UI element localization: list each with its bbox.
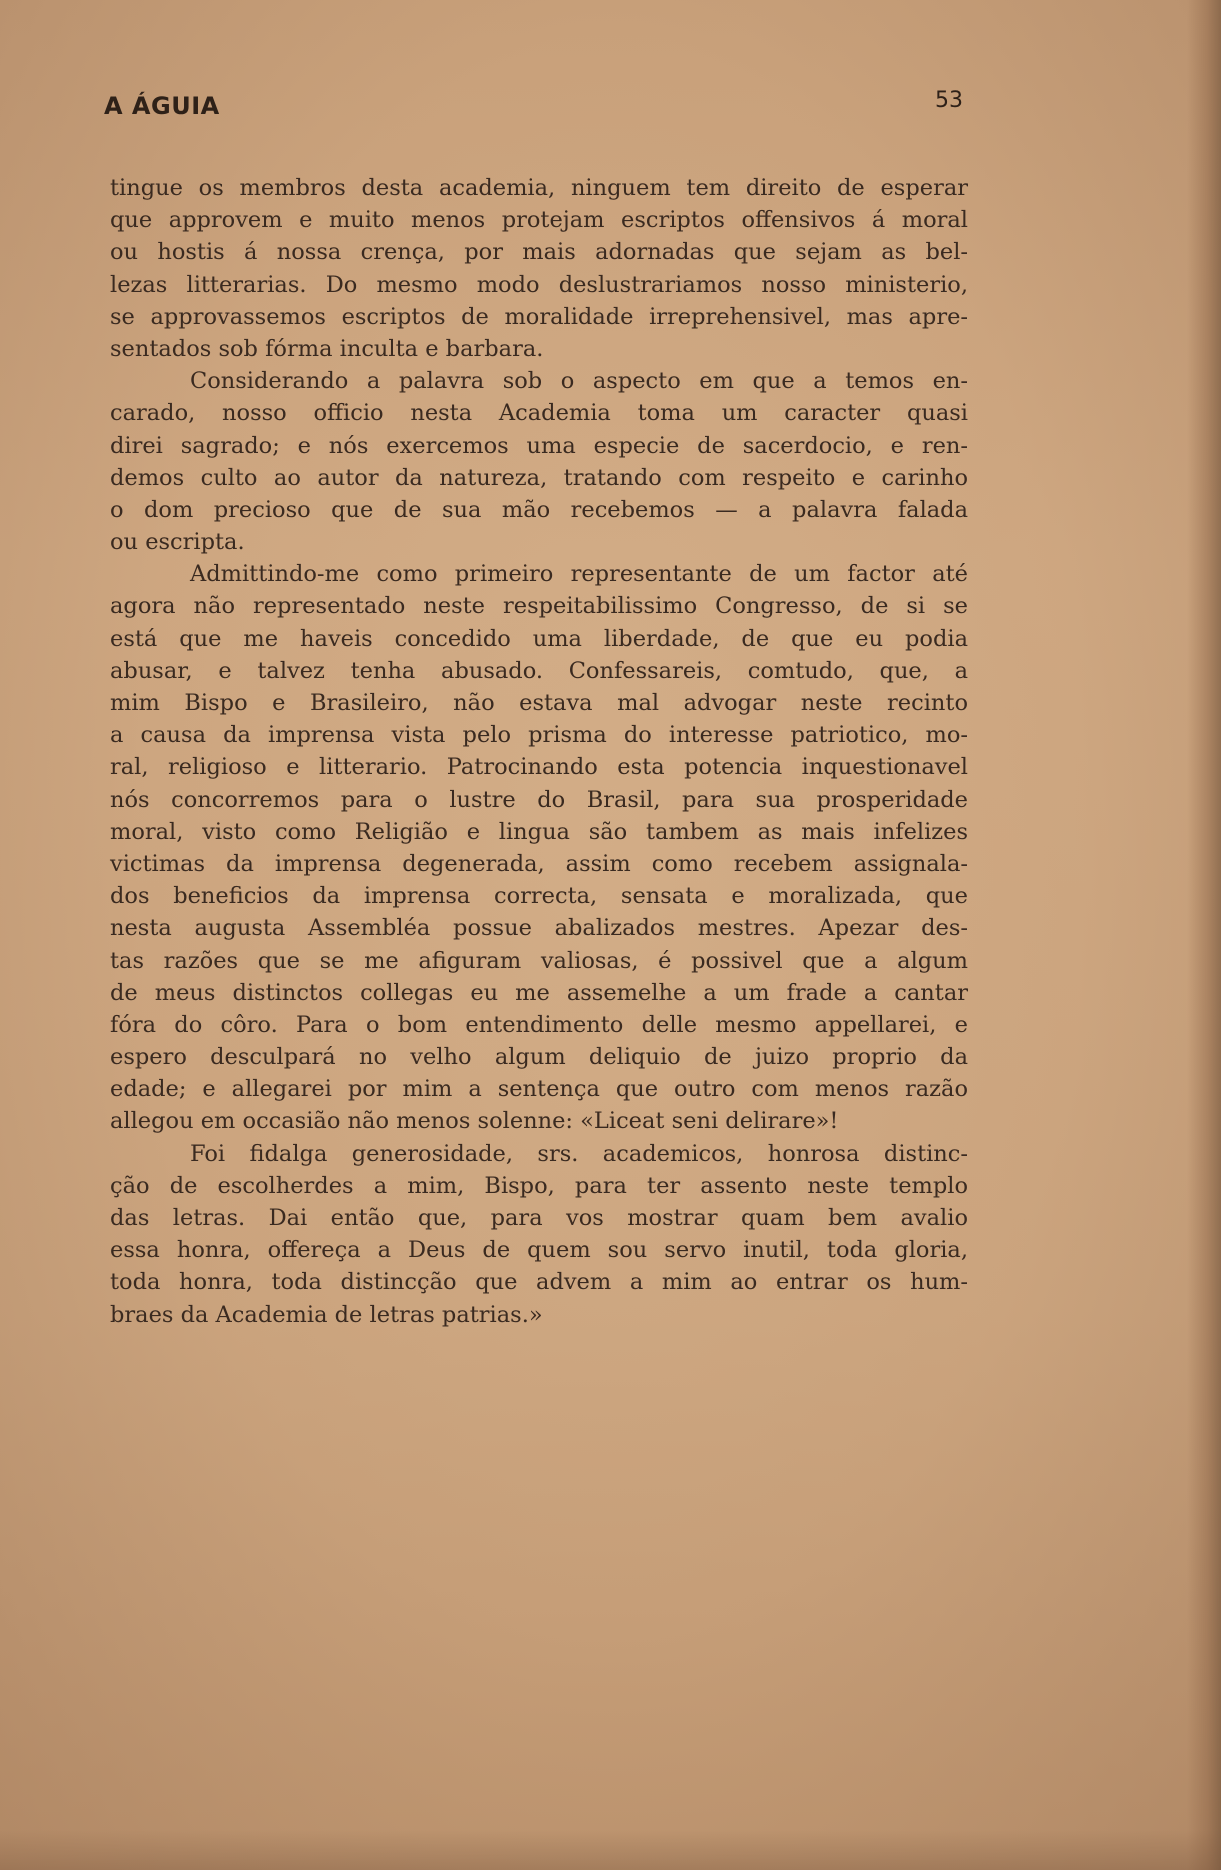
body-text — [110, 172, 968, 1331]
text-line: edade; e allegarei por mim a sentença que outro com menos razão — [110, 1076, 968, 1103]
text-line: direi sagrado; e nós exercemos uma especie de sacerdocio, e ren- — [110, 432, 968, 459]
text-line: carado, nosso officio nesta Academia toma um caracter quasi — [110, 400, 968, 427]
paragraph — [110, 558, 968, 1137]
text-line: essa honra, offereça a Deus de quem sou servo inutil, toda gloria, — [110, 1237, 968, 1264]
paragraph — [110, 1138, 968, 1331]
page-number: 53 — [935, 88, 963, 113]
text-line: espero desculpará no velho algum deliquio de juizo proprio da — [110, 1044, 968, 1071]
text-line: Admittindo-me como primeiro representante de um factor até — [190, 561, 968, 588]
text-line: que approvem e muito menos protejam escriptos offensivos á moral — [110, 207, 968, 234]
text-line: o dom precioso que de sua mão recebemos — a palavra falada — [110, 496, 968, 523]
text-line: tingue os membros desta academia, ninguem tem direito de esperar — [110, 175, 968, 201]
text-line: está que me haveis concedido uma liberdade, de que eu podia — [110, 625, 968, 652]
text-line: braes da Academia de letras patrias.» — [110, 1301, 543, 1328]
text-line: dos beneficios da imprensa correcta, sensata e moralizada, que — [110, 883, 968, 910]
text-line: ou escripta. — [110, 529, 245, 556]
text-line: demos culto ao autor da natureza, tratando com respeito e carinho — [110, 464, 968, 491]
paragraph — [110, 365, 968, 558]
text-line: agora não representado neste respeitabilissimo Congresso, de si se — [110, 593, 968, 620]
text-line: victimas da imprensa degenerada, assim como recebem assignala- — [110, 850, 968, 877]
text-line: Foi fidalga generosidade, srs. academicos, honrosa distinc- — [190, 1140, 968, 1167]
text-line: allegou em occasião não menos solenne: «Liceat seni delirare»! — [110, 1108, 839, 1135]
text-line: a causa da imprensa vista pelo prisma do interesse patriotico, mo- — [110, 722, 968, 749]
text-line: ção de escolherdes a mim, Bispo, para ter assento neste templo — [110, 1172, 968, 1199]
text-line: ou hostis á nossa crença, por mais adornadas que sejam as bel- — [110, 239, 968, 266]
text-line: de meus distinctos collegas eu me assemelhe a um frade a cantar — [110, 979, 968, 1006]
running-head: A ÁGUIA — [104, 92, 220, 120]
text-line: tas razões que se me afiguram valiosas, é possivel que a algum — [110, 947, 968, 974]
text-line: fóra do côro. Para o bom entendimento delle mesmo appellarei, e — [110, 1011, 968, 1038]
text-line: toda honra, toda distincção que advem a mim ao entrar os hum- — [110, 1269, 968, 1296]
text-line: das letras. Dai então que, para vos mostrar quam bem avalio — [110, 1205, 968, 1231]
page-edge-shadow — [1187, 0, 1221, 1870]
text-line: abusar, e talvez tenha abusado. Confessareis, comtudo, que, a — [110, 657, 968, 684]
text-line: nesta augusta Assembléa possue abalizados mestres. Apezar des- — [110, 915, 968, 942]
text-line: sentados sob fórma inculta e barbara. — [110, 335, 544, 362]
paragraph — [110, 172, 968, 365]
text-line: se approvassemos escriptos de moralidade irreprehensivel, mas apre- — [110, 303, 968, 330]
text-line: lezas litterarias. Do mesmo modo deslustrariamos nosso ministerio, — [110, 271, 968, 298]
text-line: moral, visto como Religião e lingua são tambem as mais infelizes — [110, 818, 968, 845]
text-line: mim Bispo e Brasileiro, não estava mal advogar neste recinto — [110, 690, 968, 716]
text-line: Considerando a palavra sob o aspecto em que a temos en- — [190, 368, 968, 395]
text-line: nós concorremos para o lustre do Brasil, para sua prosperidade — [110, 786, 968, 813]
page-bottom-shadow — [0, 1830, 1221, 1870]
text-line: ral, religioso e litterario. Patrocinando esta potencia inquestionavel — [110, 754, 968, 781]
